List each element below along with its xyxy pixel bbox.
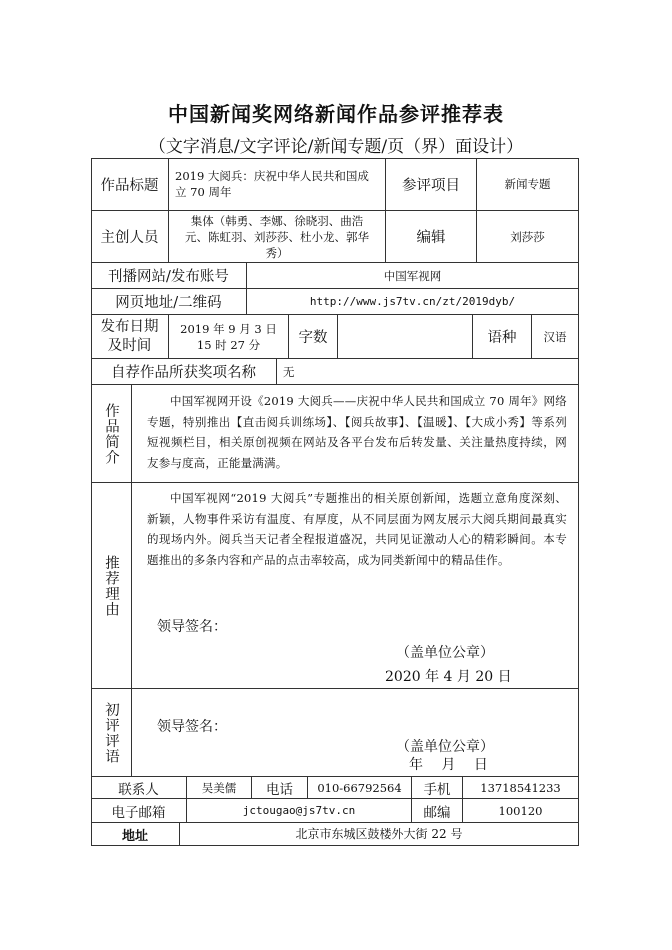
publish-time: 15 时 27 分 (196, 337, 261, 352)
review-label-text: 初评评语 (103, 701, 119, 764)
site-value: 中国军视网 (383, 268, 442, 283)
address-label: 地址 (121, 828, 148, 844)
intro-label-text: 作品简介 (103, 402, 119, 465)
review-seal: （盖单位公章） (396, 739, 494, 755)
work-title-value: 2019 大阅兵：庆祝中华人民共和国成立 70 周年 (175, 169, 369, 199)
word-count-label: 字数 (298, 330, 328, 346)
phone-value: 010-66792564 (317, 780, 402, 795)
site-label: 刊播网站/发布账号 (108, 269, 229, 285)
review-signature-label: 领导签名： (157, 719, 227, 735)
editor-value: 刘莎莎 (510, 229, 545, 244)
creators-label: 主创人员 (100, 230, 159, 246)
intro-text: 中国军视网开设《2019 大阅兵——庆祝中华人民共和国成立 70 周年》网络专题，特别推出【直击阅兵训练场】、【阅兵故事】、【温暖】、【大成小秀】等系列短视频栏目，相关原创视频在网站及各平台发布后转发量、关注量热度持续，网友参与度高，正能量满满。 (147, 394, 567, 470)
reason-label (91, 483, 131, 688)
mobile-label: 手机 (423, 781, 451, 798)
phone-label: 电话 (266, 781, 293, 798)
contact-label: 联系人 (118, 781, 159, 798)
url-value: http://www.js7tv.cn/zt/2019dyb/ (309, 294, 516, 308)
email-label: 电子邮箱 (111, 804, 166, 821)
reason-label-text: 推荐理由 (103, 554, 119, 617)
review-date: 年 月 日 (409, 757, 488, 773)
address-value: 北京市东城区鼓楼外大街 22 号 (295, 827, 463, 841)
url-label: 网页地址/二维码 (115, 295, 222, 311)
editor-label: 编辑 (416, 230, 446, 246)
language-value: 汉语 (543, 329, 567, 344)
publish-label: 发布日期及时间 (100, 318, 159, 354)
postcode-label: 邮编 (423, 804, 451, 821)
contact-value: 吴美儒 (201, 780, 237, 795)
creators-value: 集体（韩勇、李娜、徐晓羽、曲浩元、陈虹羽、刘莎莎、杜小龙、郭华秀） (185, 213, 369, 260)
language-label: 语种 (487, 330, 517, 346)
recommendation-form (91, 158, 579, 846)
word-count-value (338, 315, 472, 358)
category-value: 新闻专题 (504, 177, 551, 191)
publish-value (169, 315, 288, 358)
email-value: jctougao@js7tv.cn (242, 803, 356, 817)
review-label (91, 689, 131, 776)
work-title-label: 作品标题 (100, 177, 159, 194)
reason-seal: （盖单位公章） (396, 645, 494, 661)
category-label: 参评项目 (402, 177, 460, 194)
awards-label: 自荐作品所获奖项名称 (111, 365, 256, 381)
reason-date: 2020 年 4 月 20 日 (385, 669, 512, 685)
mobile-value: 13718541233 (480, 780, 561, 795)
intro-label (91, 385, 131, 482)
reason-text: 中国军视网“2019 大阅兵”专题推出的相关原创新闻，选题立意角度深刻、新颖，人物事件采访有温度、有厚度，从不同层面为网友展示大阅兵期间最真实的现场内外。阅兵当天记者全程报道盛况，共同见证激动人心的精彩瞬间。本专题推出的多条内容和产品的点击率较高，成为同类新闻中的精品佳作。 (147, 491, 567, 567)
publish-date: 2019 年 9 月 3 日 (180, 321, 277, 336)
reason-signature-label: 领导签名： (157, 619, 227, 635)
form-subtitle: （文字消息/文字评论/新闻专题/页（界）面设计） (148, 137, 524, 157)
awards-value: 无 (283, 364, 295, 379)
postcode-value: 100120 (498, 803, 543, 818)
form-title: 中国新闻奖网络新闻作品参评推荐表 (168, 102, 504, 126)
